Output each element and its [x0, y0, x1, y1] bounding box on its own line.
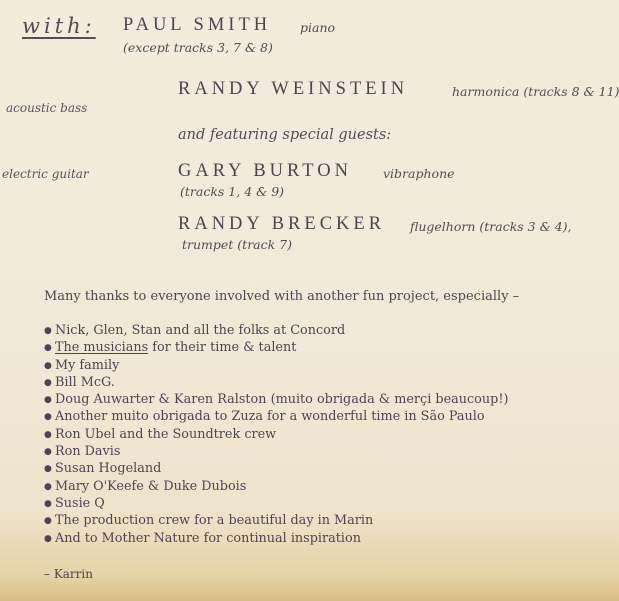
- list-item: ● The musicians for their time & talent: [44, 339, 508, 356]
- featuring-heading: and featuring special guests:: [178, 127, 392, 143]
- randy-weinstein-name: RANDY WEINSTEIN: [178, 79, 409, 99]
- bullet-icon: ●: [44, 516, 52, 527]
- list-item: ● And to Mother Nature for continual inspiration: [44, 530, 508, 547]
- list-item: ● Ron Ubel and the Soundtrek crew: [44, 426, 508, 443]
- list-item: ● Doug Auwarter & Karen Ralston (muito obrigada & merçi beaucoup!): [44, 391, 508, 408]
- musicians-underlined: The musicians: [55, 340, 149, 356]
- gary-burton-name: GARY BURTON: [178, 161, 352, 181]
- bullet-icon: ●: [44, 412, 52, 423]
- list-item: ● Mary O'Keefe & Duke Dubois: [44, 478, 508, 495]
- paul-smith-instrument: piano: [300, 20, 336, 35]
- bullet-icon: ●: [44, 429, 52, 440]
- electric-guitar-label: electric guitar: [2, 167, 89, 181]
- bullet-icon: ●: [44, 533, 52, 544]
- bullet-icon: ●: [44, 360, 52, 371]
- list-item: ● Nick, Glen, Stan and all the folks at Concord: [44, 322, 508, 339]
- bullet-icon: ●: [44, 343, 52, 354]
- acoustic-bass-label: acoustic bass: [6, 101, 88, 115]
- list-item: ● My family: [44, 357, 508, 374]
- list-item: ● Bill McG.: [44, 374, 508, 391]
- randy-brecker-name: RANDY BRECKER: [178, 214, 386, 234]
- thanks-intro: Many thanks to everyone involved with another fun project, especially –: [44, 289, 520, 304]
- gary-burton-note: (tracks 1, 4 & 9): [180, 184, 285, 199]
- bullet-icon: ●: [44, 377, 52, 388]
- paul-smith-name: PAUL SMITH: [123, 15, 272, 35]
- signature: – Karrin: [44, 567, 93, 581]
- paul-smith-note: (except tracks 3, 7 & 8): [123, 40, 273, 55]
- gary-burton-instrument: vibraphone: [383, 166, 455, 181]
- list-item: ● Another muito obrigada to Zuza for a wonderful time in São Paulo: [44, 408, 508, 425]
- thanks-list: [44, 322, 508, 547]
- randy-brecker-instrument: flugelhorn (tracks 3 & 4),: [410, 219, 572, 234]
- list-item: ● Susan Hogeland: [44, 460, 508, 477]
- bullet-icon: ●: [44, 464, 52, 475]
- randy-brecker-instrument-2: trumpet (track 7): [182, 237, 293, 252]
- list-item: ● Susie Q: [44, 495, 508, 512]
- with-heading: with:: [22, 14, 96, 38]
- bullet-icon: ●: [44, 447, 52, 458]
- list-item: ● Ron Davis: [44, 443, 508, 460]
- list-item: ● The production crew for a beautiful day in Marin: [44, 512, 508, 529]
- bullet-icon: ●: [44, 498, 52, 509]
- bullet-icon: ●: [44, 395, 52, 406]
- bullet-icon: ●: [44, 326, 52, 336]
- bullet-icon: ●: [44, 481, 52, 492]
- randy-weinstein-instrument: harmonica (tracks 8 & 11): [452, 84, 619, 99]
